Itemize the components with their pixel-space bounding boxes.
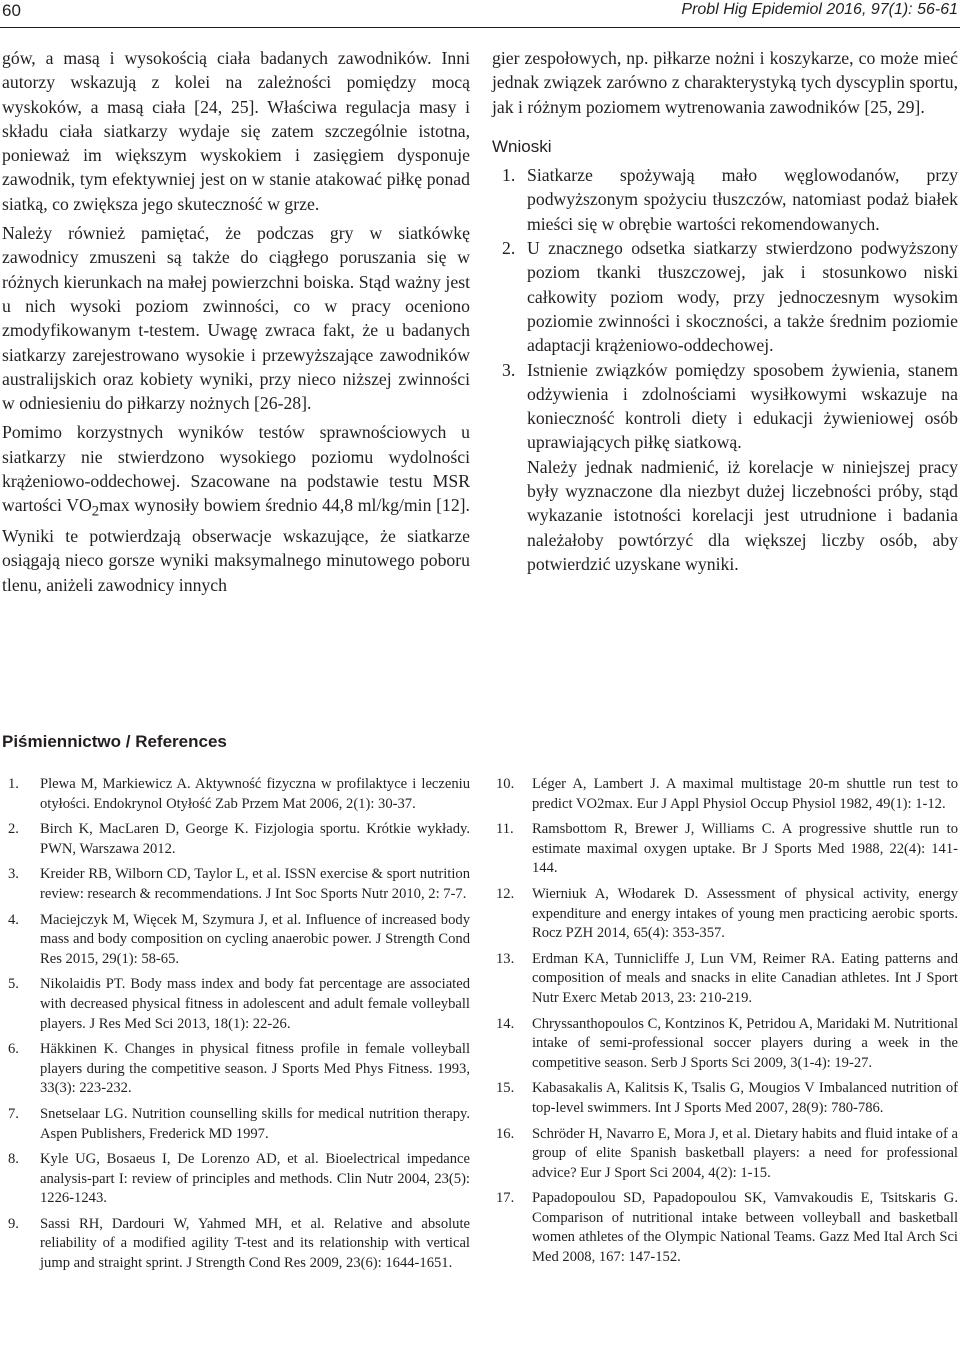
paragraph bbox=[2, 420, 470, 597]
reference-number: 17. bbox=[496, 1190, 515, 1207]
paragraph: gier zespołowych, np. piłkarze nożni i koszykarze, co może mieć jednak związek zarówno z charakterystyką tych dyscyplin sportu, jak i różnym poziomem wytrenowania zawodników [25, 29]. bbox=[492, 48, 958, 117]
reference-number: 14. bbox=[496, 1015, 515, 1032]
reference-number: 7. bbox=[8, 1105, 19, 1122]
subscript: 2 bbox=[91, 503, 100, 520]
right-text-column bbox=[492, 46, 958, 576]
paragraph: Należy jednak nadmienić, iż korelacje w niniejszej pracy były wyznaczone dla niezbyt dużej liczebności próby, stąd wykazanie istotności korelacji jest utrudnione i badania należałoby powtórzyć dla większej liczby osób, aby potwierdzić uzyskane wyniki. bbox=[527, 456, 958, 574]
reference-number: 13. bbox=[496, 950, 515, 967]
reference-item bbox=[496, 885, 958, 944]
reference-text: Ramsbottom R, Brewer J, Williams C. A progressive shuttle run to estimate maximal oxygen uptake. Br J Sports Med 1988, 22(4): 141-144. bbox=[532, 821, 958, 877]
reference-text: Nikolaidis PT. Body mass index and body fat percentage are associated with decreased physical fitness in adolescent and adult female volleyball players. J Res Med Sci 2013, 18(1): 22-26. bbox=[40, 976, 470, 1032]
reference-text: Maciejczyk M, Więcek M, Szymura J, et al. Influence of increased body mass and body composition on cycling anaerobic power. J Strength Cond Res 2015, 29(1): 58-65. bbox=[40, 911, 470, 967]
reference-item bbox=[8, 1105, 470, 1144]
references-right-column bbox=[496, 775, 958, 1274]
reference-number: 10. bbox=[496, 776, 515, 792]
paragraph: gów, a masą i wysokością ciała badanych zawodników. Inni autorzy wskazują z kolei na zależności pomiędzy mocą wyskoków, a masą ciała [24, 25]. Właściwa regulacja masy i składu ciała siatkarzy wydaje się zatem szczególnie istotna, ponieważ im większym wyskokiem i zasięgiem dysponuje zawodnik, tym efektywniej jest on w stanie atakować piłkę ponad siatką, co zwiększa jego skuteczność w grze. bbox=[2, 48, 470, 214]
reference-text: Schröder H, Navarro E, Mora J, et al. Dietary habits and fluid intake of a group of elite Spanish basketball players: a need for professional advice? Eur J Sport Sci 2004, 4(2): 1-15. bbox=[532, 1125, 958, 1181]
reference-text: Kreider RB, Wilborn CD, Taylor L, et al. ISSN exercise & sport nutrition review: research & recommendations. J Int Soc Sports Nutr 2010, 2: 7-7. bbox=[40, 866, 470, 902]
reference-number: 2. bbox=[8, 821, 19, 838]
reference-text: Snetselaar LG. Nutrition counselling skills for medical nutrition therapy. Aspen Publishers, Frederick MD 1997. bbox=[40, 1105, 470, 1142]
reference-number: 6. bbox=[8, 1041, 19, 1058]
reference-item bbox=[496, 820, 958, 879]
paragraph-text: Pomimo korzystnych wyników testów sprawnościowych u siatkarzy nie stwierdzono wysokiego poziomu wydolności krążeniowo-oddechowej. Szacowane na podstawie testu MSR wartości VO bbox=[2, 422, 470, 516]
header-rule bbox=[0, 27, 960, 28]
section-heading: Wnioski bbox=[492, 136, 552, 156]
reference-text: Kyle UG, Bosaeus I, De Lorenzo AD, et al. Bioelectrical impedance analysis-part I: review of principles and methods. Clin Nutr 2004, 23(5): 1226-1243. bbox=[40, 1151, 470, 1207]
reference-item bbox=[8, 1150, 470, 1209]
page-header bbox=[0, 0, 960, 26]
reference-number: 1. bbox=[8, 776, 19, 792]
reference-number: 4. bbox=[8, 911, 19, 928]
reference-text: Häkkinen K. Changes in physical fitness profile in female volleyball players during the competitive season. J Sports Med Phys Fitness. 1993, 33(3): 223-232. bbox=[40, 1041, 470, 1097]
reference-item bbox=[496, 1125, 958, 1184]
reference-number: 15. bbox=[496, 1080, 515, 1097]
reference-number: 5. bbox=[8, 976, 19, 993]
reference-item bbox=[8, 975, 470, 1034]
reference-item bbox=[8, 911, 470, 970]
reference-text: Sassi RH, Dardouri W, Yahmed MH, et al. Relative and absolute reliability of a modified agility T-test and its relationship with vertical jump and straight sprint. J Strength Cond Res 2009, 23(6): 1644-1651. bbox=[40, 1215, 470, 1272]
reference-text: Erdman KA, Tunnicliffe J, Lun VM, Reimer RA. Eating patterns and composition of meals and snacks in elite Canadian athletes. Int J Sport Nutr Exerc Metab 2013, 23: 210-219. bbox=[532, 950, 958, 1006]
reference-text: Plewa M, Markiewicz A. Aktywność fizyczna w profilaktyce i leczeniu otyłości. Endokrynol Otyłość Zab Przem Mat 2006, 2(1): 30-37. bbox=[40, 776, 470, 812]
page-number: 60 bbox=[2, 1, 21, 20]
reference-text: Birch K, MacLaren D, George K. Fizjologia sportu. Krótkie wykłady. PWN, Warszawa 2012. bbox=[40, 821, 470, 857]
reference-text: Papadopoulou SD, Papadopoulou SK, Vamvakoudis E, Tsitskaris G. Comparison of nutritional intake between volleyball and basketball women athletes of the Olympic National Teams. Gazz Med Ital Arch Sci Med 2008, 167: 147-152. bbox=[532, 1190, 958, 1266]
reference-item bbox=[8, 1215, 470, 1274]
paragraph: Należy również pamiętać, że podczas gry w siatkówkę zawodnicy zmuszeni są także do ciągłego poruszania się w różnych kierunkach na małej powierzchni boiska. Stąd ważny jest u nich wysoki poziom zwinności, co w pracy oceniono zmodyfikowanym t-testem. Uwagę zwraca fakt, że u badanych siatkarzy zarejestrowano wysokie i przewyższające zawodników australijskich oraz kobiety wyniki, przy nieco niższej zwinności w odniesieniu do piłkarzy nożnych [26-28]. bbox=[2, 223, 470, 414]
left-text-column bbox=[2, 46, 470, 597]
conclusions-list bbox=[492, 163, 958, 455]
list-item bbox=[492, 358, 958, 455]
reference-item bbox=[496, 950, 958, 1009]
list-item bbox=[492, 163, 958, 236]
reference-number: 12. bbox=[496, 885, 515, 902]
reference-text: Léger A, Lambert J. A maximal multistage 20-m shuttle run test to predict VO2max. Eur J Appl Physiol Occup Physiol 1982, 49(1): 1-12. bbox=[532, 776, 958, 812]
reference-text: Kabasakalis A, Kalitsis K, Tsalis G, Mougios V Imbalanced nutrition of top-level swimmers. Int J Sports Med 2007, 28(9): 780-786. bbox=[532, 1080, 958, 1116]
list-number: 1. bbox=[502, 165, 516, 186]
reference-number: 8. bbox=[8, 1151, 19, 1168]
reference-text: Wierniuk A, Włodarek D. Assessment of physical activity, energy expenditure and energy intakes of young men practicing aerobic sports. Rocz PZH 2014, 65(4): 353-357. bbox=[532, 885, 958, 942]
reference-text: Chryssanthopoulos C, Kontzinos K, Petridou A, Maridaki M. Nutritional intake of semi-professional soccer players during a week in the competitive season. Serb J Sports Sci 2009, 3(1-4): 19-27. bbox=[532, 1015, 958, 1071]
reference-number: 16. bbox=[496, 1125, 515, 1142]
reference-item bbox=[496, 775, 958, 814]
reference-item bbox=[496, 1189, 958, 1267]
paragraph-text: max wynosiły bowiem średnio 44,8 ml/kg/min [12]. Wyniki te potwierdzają obserwacje wskazujące, że siatkarze osiągają nieco gorsze wyniki maksymalnego minutowego poboru tlenu, aniżeli zawodnicy innych bbox=[2, 495, 470, 595]
list-text: Siatkarze spożywają mało węglowodanów, przy podwyższonym spożyciu tłuszczów, natomiast podaż białek mieści się w obrębie wartości rekomendowanych. bbox=[527, 165, 958, 234]
reference-item bbox=[8, 820, 470, 859]
reference-number: 3. bbox=[8, 866, 19, 883]
list-text: Istnienie związków pomiędzy sposobem żywienia, stanem odżywienia i zdolnościami wysiłkowymi wskazuje na konieczność kontroli diety i edukacji żywieniowej osób uprawiających piłkę siatkową. bbox=[527, 359, 958, 453]
reference-item bbox=[496, 1015, 958, 1074]
reference-number: 9. bbox=[8, 1215, 19, 1232]
reference-item bbox=[8, 1040, 470, 1099]
list-number: 2. bbox=[502, 238, 516, 259]
references-heading: Piśmiennictwo / References bbox=[2, 732, 227, 751]
references-left-column bbox=[8, 775, 470, 1280]
reference-item bbox=[8, 775, 470, 814]
list-number: 3. bbox=[502, 359, 516, 380]
reference-item bbox=[496, 1079, 958, 1118]
reference-item bbox=[8, 865, 470, 904]
list-item bbox=[492, 236, 958, 357]
reference-number: 11. bbox=[496, 821, 514, 838]
journal-citation: Probl Hig Epidemiol 2016, 97(1): 56-61 bbox=[681, 1, 958, 18]
list-text: U znacznego odsetka siatkarzy stwierdzono podwyższony poziom tkanki tłuszczowej, jak i stosunkowo niski całkowity poziom wody, przy jednoczesnym wysokim poziomie zwinności i skoczności, a także średnim poziomie adaptacji krążeniowo-oddechowej. bbox=[527, 238, 958, 356]
